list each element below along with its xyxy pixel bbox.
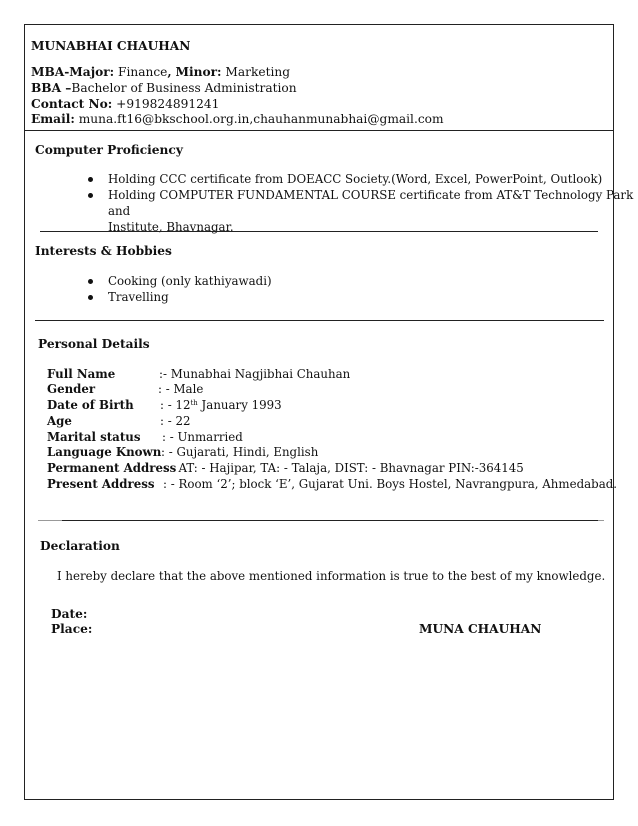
bba-value: Bachelor of Business Administration: [71, 81, 297, 95]
place-label: Place:: [51, 622, 93, 636]
email-line: [31, 111, 444, 127]
mba-minor-label: Minor:: [175, 65, 222, 79]
bba-label: BBA –: [31, 81, 72, 95]
header-divider: [24, 130, 614, 131]
computer-divider: [40, 231, 598, 232]
date-label: Date:: [51, 607, 88, 621]
bullet-icon: [88, 193, 93, 198]
list-item: Travelling: [88, 289, 272, 305]
signature-name: MUNA CHAUHAN: [419, 622, 542, 636]
mba-line: MBA-Major: Finance, Minor: Marketing: [31, 65, 291, 79]
mba-major-label: MBA-Major:: [31, 65, 115, 79]
declaration-heading: Declaration: [40, 539, 120, 553]
interests-heading: Interests & Hobbies: [35, 244, 172, 258]
bba-line: [31, 80, 297, 96]
list-item: Cooking (only kathiyawadi): [88, 273, 272, 289]
personal-divider: [62, 520, 598, 521]
personal-heading: Personal Details: [38, 337, 150, 351]
list-item: Holding CCC certificate from DOEACC Society.(Word, Excel, PowerPoint, Outlook): [88, 171, 638, 187]
candidate-name: MUNABHAI CHAUHAN: [31, 39, 191, 53]
interests-divider: [35, 320, 604, 321]
contact-value: +919824891241: [116, 97, 220, 111]
declaration-text: I hereby declare that the above mentioned information is true to the best of my knowledge.: [57, 569, 606, 583]
bullet-icon: [88, 177, 93, 182]
list-item-continuation: Institute, Bhavnagar.: [108, 220, 234, 234]
mba-minor-value: Marketing: [225, 65, 291, 79]
bullet-icon: [88, 295, 93, 300]
interests-list: [88, 273, 272, 305]
contact-line: [31, 96, 219, 112]
computer-heading: Computer Proficiency: [35, 143, 183, 157]
bullet-icon: [88, 279, 93, 284]
list-item: Holding COMPUTER FUNDAMENTAL COURSE certificate from AT&T Technology Park and: [88, 187, 638, 219]
contact-label: Contact No:: [31, 97, 113, 111]
email-value: muna.ft16@bkschool.org.in,chauhanmunabhai@gmail.com: [78, 112, 444, 126]
mba-major-value: Finance: [118, 65, 168, 79]
email-label: Email:: [31, 112, 75, 126]
computer-list: [88, 171, 638, 235]
